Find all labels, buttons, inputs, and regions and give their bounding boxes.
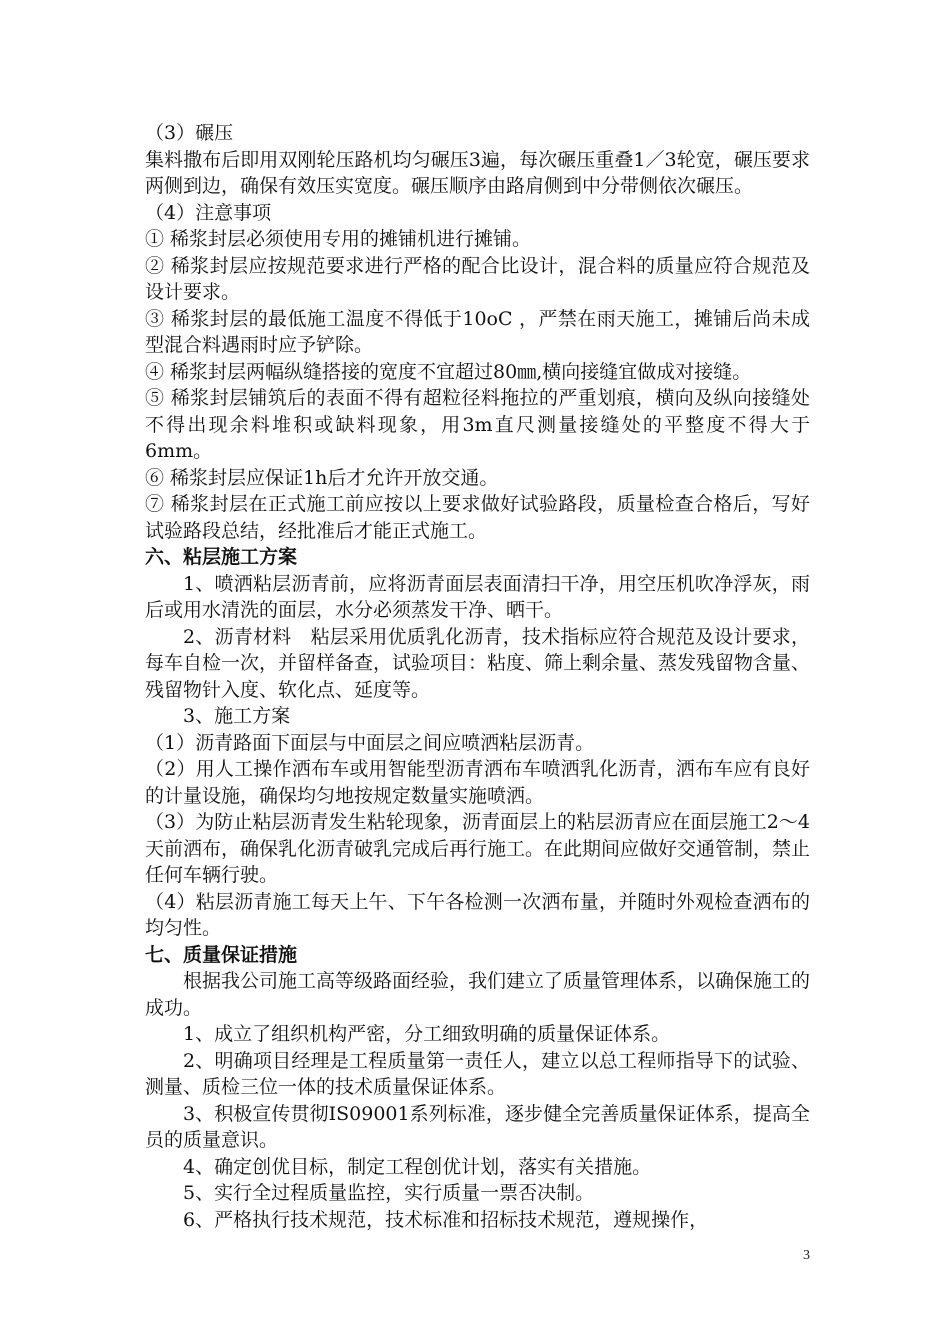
paragraph: 5、实行全过程质量监控，实行质量一票否决制。 [183, 1182, 595, 1204]
paragraph: 3、施工方案 [183, 705, 291, 727]
document-body [145, 120, 810, 1233]
paragraph: （3）为防止粘层沥青发生粘轮现象，沥青面层上的粘层沥青应在面层施工2～4天前洒布，确保乳化沥青破乳完成后再行施工。在此期间应做好交通管制，禁止任何车辆行驶。 [145, 811, 811, 886]
section-heading: 七、质量保证措施 [145, 943, 298, 966]
paragraph: ③ 稀浆封层的最低施工温度不得低于10oC ，严禁在雨天施工，摊铺后尚未成型混合料遇雨时应予铲除。 [145, 307, 810, 356]
paragraph: ④ 稀浆封层两幅纵缝搭接的宽度不宜超过80㎜,横向接缝宜做成对接缝。 [145, 360, 752, 383]
paragraph: 6、严格执行技术规范，技术标准和招标技术规范，遵规操作， [183, 1208, 709, 1231]
page-number: 3 [803, 1248, 810, 1263]
paragraph: （4）粘层沥青施工每天上午、下午各检测一次洒布量，并随时外观检查洒布的均匀性。 [145, 890, 810, 939]
paragraph: （4）注意事项 [145, 201, 272, 224]
paragraph: （2）用人工操作洒布车或用智能型沥青洒布车喷洒乳化沥青，洒布车应有良好的计量设施，确保均匀地按规定数量实施喷洒。 [145, 758, 810, 807]
paragraph: 3、积极宣传贯彻IS09001系列标准，逐步健全完善质量保证体系，提高全员的质量意识。 [145, 1102, 810, 1151]
paragraph: ⑤ 稀浆封层铺筑后的表面不得有超粒径料拖拉的严重划痕，横向及纵向接缝处不得出现余料堆积或缺料现象，用3m直尺测量接缝处的平整度不得大于6mm。 [145, 387, 810, 462]
paragraph: ① 稀浆封层必须使用专用的摊铺机进行摊铺。 [145, 228, 532, 250]
paragraph: 4、确定创优目标，制定工程创优计划，落实有关措施。 [183, 1155, 652, 1178]
paragraph: ⑥ 稀浆封层应保证1h后才允许开放交通。 [145, 466, 499, 489]
paragraph: （1）沥青路面下面层与中面层之间应喷洒粘层沥青。 [145, 731, 595, 754]
paragraph: 1、成立了组织机构严密，分工细致明确的质量保证体系。 [183, 1023, 671, 1045]
paragraph: ② 稀浆封层应按规范要求进行严格的配合比设计，混合料的质量应符合规范及设计要求。 [145, 254, 810, 303]
paragraph: 1、喷洒粘层沥青前，应将沥青面层表面清扫干净，用空压机吹净浮灰，雨后或用水清洗的面层，水分必须蒸发干净、晒干。 [145, 572, 810, 621]
paragraph: ⑦ 稀浆封层在正式施工前应按以上要求做好试验路段，质量检查合格后，写好试验路段总结，经批准后才能正式施工。 [145, 493, 810, 542]
paragraph: 根据我公司施工高等级路面经验，我们建立了质量管理体系，以确保施工的成功。 [145, 970, 811, 1019]
paragraph: 2、沥青材料 粘层采用优质乳化沥青，技术指标应符合规范及设计要求，每车自检一次，并留样备查，试验项目：粘度、筛上剩余量、蒸发残留物含量、残留物针入度、软化点、延度等。 [145, 625, 811, 701]
paragraph: （3）碾压 [145, 122, 234, 144]
paragraph: 2、明确项目经理是工程质量第一责任人，建立以总工程师指导下的试验、测量、质检三位一体的技术质量保证体系。 [145, 1049, 810, 1098]
paragraph: 集料撒布后即用双刚轮压路机均匀碾压3遍，每次碾压重叠1／3轮宽，碾压要求两侧到边，确保有效压实宽度。碾压顺序由路肩侧到中分带侧依次碾压。 [145, 148, 810, 197]
section-heading: 六、粘层施工方案 [145, 546, 298, 568]
